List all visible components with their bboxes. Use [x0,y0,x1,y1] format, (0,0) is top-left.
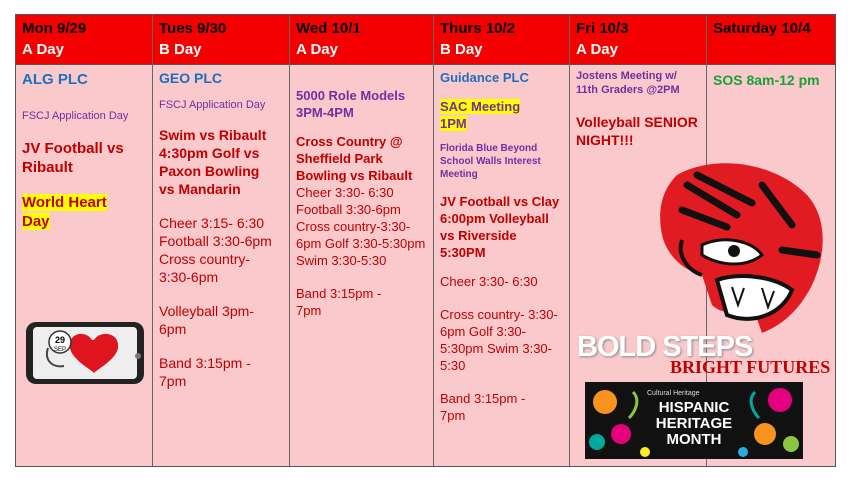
sac-meeting: SAC Meeting 1PM [440,99,521,131]
day-header-friday [570,15,706,65]
tiger-mascot-image [642,155,832,340]
florida-blue-meeting: Florida Blue Beyond School Walls Interest Meeting [440,143,541,180]
wednesday-practices: Cheer 3:30- 6:30 Football 3:30-6pm Cross country-3:30-6pm Golf 3:30-5:30pm Swim 3:30-5:30 [296,185,426,268]
cross-country-practice: Cross country- 3:30-6pm [159,251,251,285]
jv-football-event: JV Football vs Ribault [22,140,124,176]
day-column-thursday [434,15,570,466]
bold-steps-text: BOLD STEPS [577,331,753,363]
jostens-meeting: Jostens Meeting w/ 11th Graders @2PM [576,70,680,96]
day-date: Thurs 10/2 [440,20,516,37]
day-type: A Day [576,41,618,58]
geo-plc: GEO PLC [159,70,223,86]
day-column-tuesday [153,15,290,466]
hispanic-heritage-month-banner [585,382,803,459]
day-header-tuesday [153,15,289,65]
role-models-event: 5000 Role Models 3PM-4PM [296,88,406,120]
guidance-plc: Guidance PLC [440,70,529,85]
day-body-tuesday [153,65,289,466]
cultural-heritage-label: Cultural Heritage [647,390,700,397]
day-type: B Day [440,41,483,58]
day-header-wednesday [290,15,433,65]
day-type: B Day [159,41,202,58]
svg-text:29: 29 [54,335,66,345]
thursday-practices: Cross country- 3:30-6pm Golf 3:30-5:30pm Swim 3:30-5:30 [440,307,558,373]
day-body-wednesday [290,65,433,466]
day-date: Fri 10/3 [576,20,629,37]
band-practice: Band 3:15pm - 7pm [296,286,382,318]
day-date: Mon 9/29 [22,20,87,37]
volleyball-practice: Volleyball 3pm-6pm [159,303,254,337]
band-practice: Band 3:15pm - 7pm [159,355,251,389]
day-date: Wed 10/1 [296,20,361,37]
svg-text:SEP: SEP [53,347,67,353]
hispanic-heritage-title: HISPANIC HERITAGE MONTH [655,399,733,448]
fscj-application-day: FSCJ Application Day [22,110,129,122]
day-type: A Day [22,41,64,58]
day-date: Tues 9/30 [159,20,227,37]
day-column-monday [16,15,153,466]
fscj-application-day: FSCJ Application Day [159,99,266,111]
football-practice: Football 3:30-6pm [159,233,272,249]
day-type: A Day [296,41,338,58]
tuesday-games: Swim vs Ribault 4:30pm Golf vs Paxon Bowling vs Mandarin [159,127,267,197]
volleyball-senior-night: Volleyball SENIOR NIGHT!!! [576,114,698,148]
world-heart-day: World Heart Day [22,194,107,230]
band-practice: Band 3:15pm - 7pm [440,391,526,423]
world-heart-day-image [24,318,148,386]
day-header-saturday [707,15,835,65]
day-body-monday [16,65,152,466]
cheer-practice: Cheer 3:15- 6:30 [159,215,265,231]
day-header-thursday [434,15,569,65]
cheer-practice: Cheer 3:30- 6:30 [440,274,538,289]
day-body-thursday [434,65,569,466]
day-date: Saturday 10/4 [713,20,811,37]
wednesday-games: Cross Country @ Sheffield Park Bowling vs Ribault [296,134,413,183]
bright-futures-text: BRIGHT FUTURES [670,357,831,377]
sos-event: SOS 8am-12 pm [713,72,820,88]
alg-plc: ALG PLC [22,71,88,88]
day-column-wednesday [290,15,434,466]
day-header-monday [16,15,152,65]
thursday-games: JV Football vs Clay 6:00pm Volleyball vs Riverside 5:30PM [440,194,560,260]
